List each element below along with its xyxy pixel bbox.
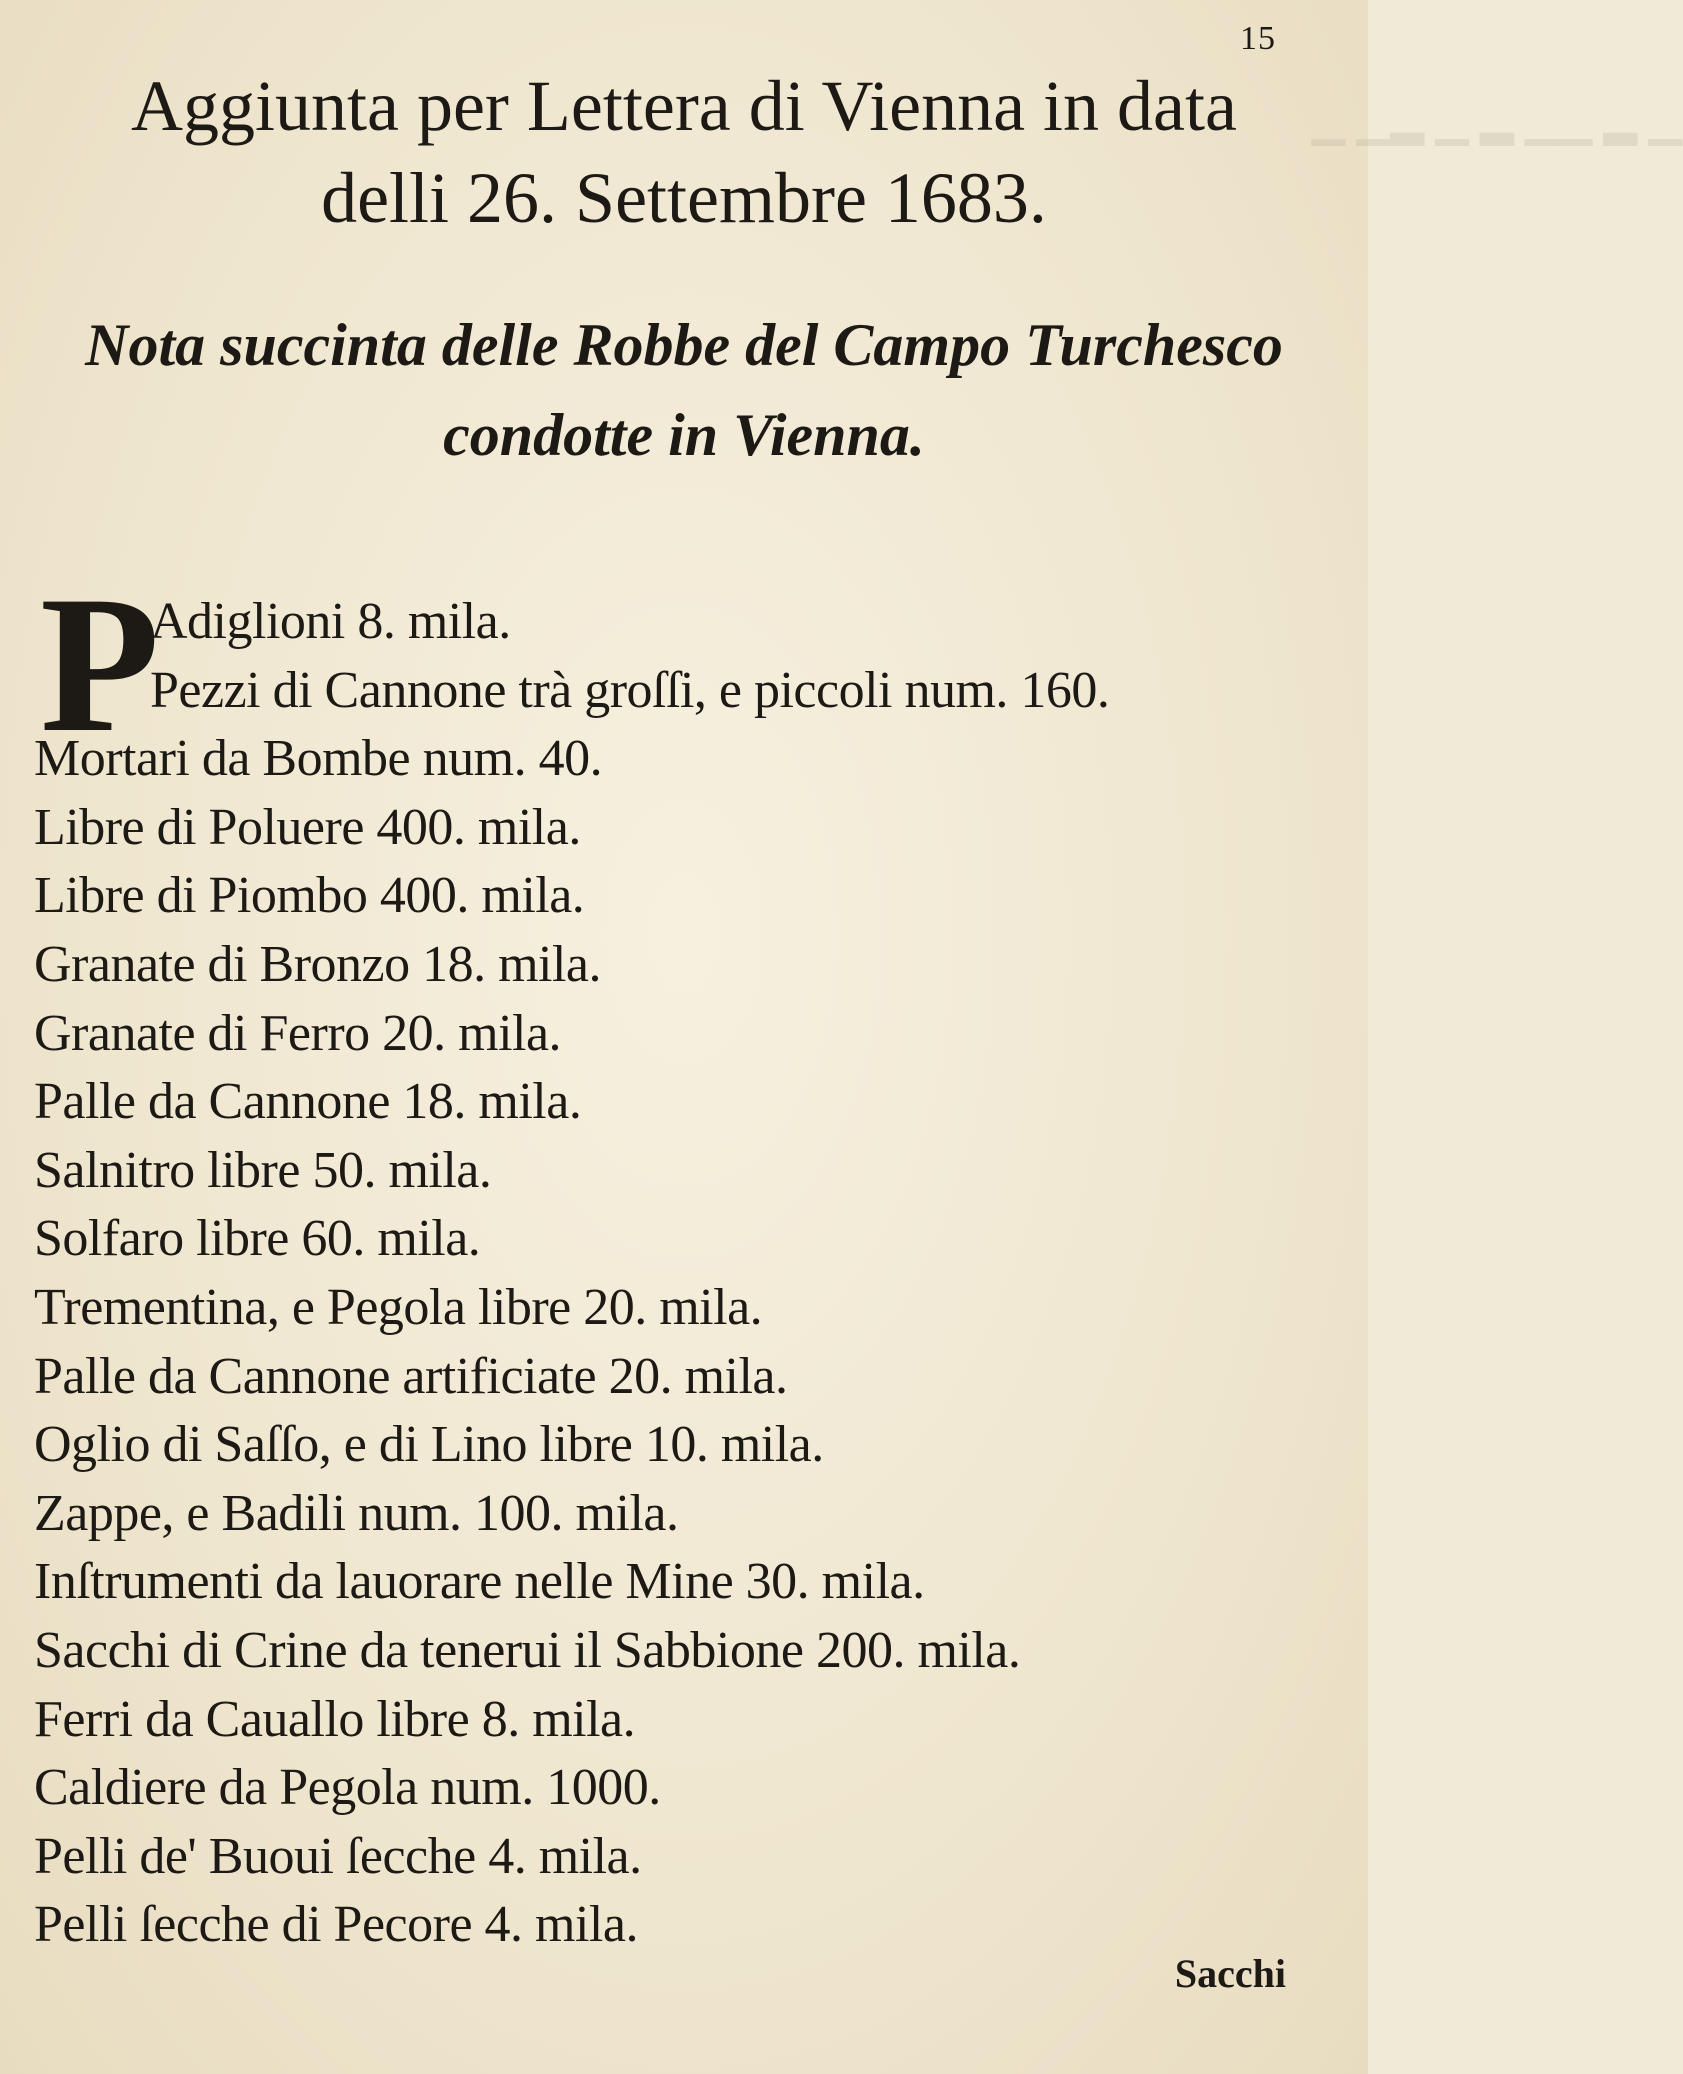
list-item: Ferri da Cauallo libre 8. mila.: [34, 1690, 636, 1748]
list-item: Granate di Bronzo 18. mila.: [34, 935, 602, 993]
list-item: Trementina, e Pegola libre 20. mila.: [34, 1278, 763, 1336]
catchword: Sacchi: [1174, 1951, 1286, 1996]
list-item: Libre di Poluere 400. mila.: [34, 798, 581, 856]
list-item: Caldiere da Pegola num. 1000.: [34, 1759, 661, 1817]
page-number: 15: [1240, 20, 1276, 57]
list-item: Mortari da Bombe num. 40.: [34, 730, 603, 788]
goods-list: [34, 556, 1324, 1960]
list-item: Pezzi di Cannone trà groſſi, e piccoli num. 160.: [150, 661, 1110, 719]
drop-cap: P: [40, 556, 160, 773]
list-item: Palle da Cannone artificiate 20. mila.: [34, 1347, 788, 1405]
subtitle-line-1: Nota succinta delle Robbe del Campo Turchesco: [85, 312, 1283, 378]
bleed-through-decoration: ▁ ▂ ▁▁ ▂ ▁ ▂▁ ▁: [1312, 96, 1683, 145]
list-item: Granate di Ferro 20. mila.: [34, 1004, 562, 1062]
subtitle: [0, 300, 1368, 480]
list-item: Zappe, e Badili num. 100. mila.: [34, 1484, 679, 1542]
title-line-2: delli 26. Settembre 1683.: [321, 158, 1047, 238]
list-item: Pelli de' Buoui ſecche 4. mila.: [34, 1827, 642, 1885]
list-item: Adiglioni 8. mila.: [150, 593, 511, 650]
list-item: Pelli ſecche di Pecore 4. mila.: [34, 1896, 638, 1954]
list-item: Salnitro libre 50. mila.: [34, 1141, 492, 1199]
subtitle-line-2: condotte in Vienna.: [443, 402, 925, 468]
list-item: Palle da Cannone 18. mila.: [34, 1073, 582, 1131]
list-item: Libre di Piombo 400. mila.: [34, 867, 585, 925]
title-line-1: Aggiunta per Lettera di Vienna in data: [131, 66, 1237, 146]
list-item: Inſtrumenti da lauorare nelle Mine 30. mila.: [34, 1553, 925, 1611]
list-item: Solfaro libre 60. mila.: [34, 1210, 481, 1268]
list-item: Oglio di Saſſo, e di Lino libre 10. mila.: [34, 1416, 824, 1474]
list-item: Sacchi di Crine da tenerui il Sabbione 200. mila.: [34, 1621, 1021, 1679]
page-title: [0, 60, 1368, 244]
